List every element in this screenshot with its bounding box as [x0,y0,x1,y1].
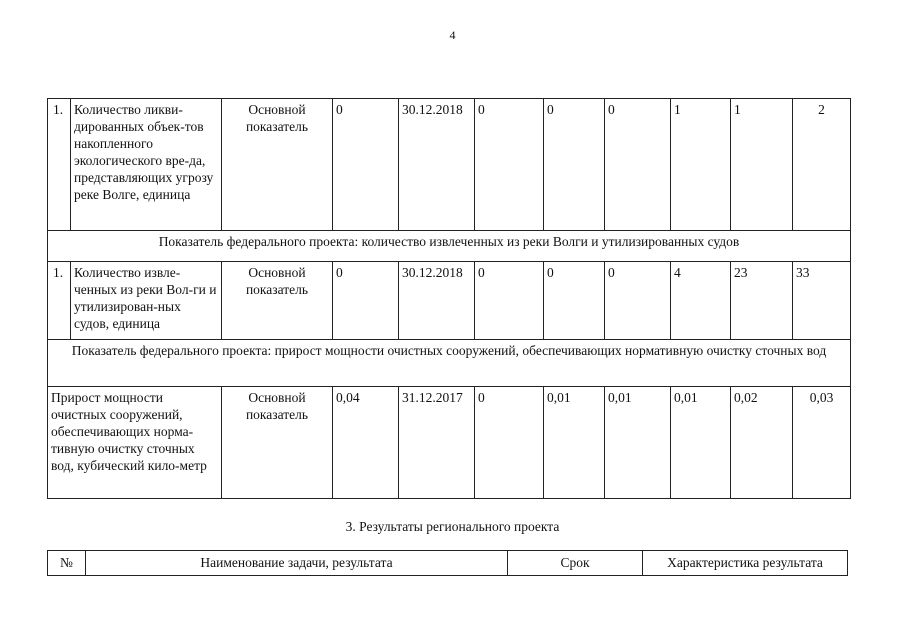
year-value: 23 [731,262,793,340]
results-section-title: 3. Результаты регионального проекта [345,519,560,534]
year-value: 0,01 [605,387,671,499]
year-value: 1 [671,99,731,231]
year-value: 0 [475,262,544,340]
year-value: 0 [544,99,605,231]
base-value: 0,04 [333,387,399,499]
indicator-kind: Основной показатель [222,99,333,231]
indicator-name: Прирост мощности очистных сооружений, обеспечивающих норма-тивную очистку сточных вод, кубический кило-метр [48,387,222,499]
year-value: 0 [605,99,671,231]
section-row [48,231,851,262]
page-number: 4 [449,28,456,42]
year-value: 0 [605,262,671,340]
section-heading: Показатель федерального проекта: прирост мощности очистных сооружений, обеспечивающих нормативную очистку сточных вод [48,340,851,387]
table-row [48,262,851,340]
indicator-kind: Основной показатель [222,387,333,499]
indicator-name: Количество извле-ченных из реки Вол-ги и утилизирован-ных судов, единица [71,262,222,340]
base-value: 0 [333,99,399,231]
year-value: 0,01 [671,387,731,499]
base-date: 30.12.2018 [399,99,475,231]
section-heading: Показатель федерального проекта: количество извлеченных из реки Волги и утилизированных судов [48,231,851,262]
year-value: 0,02 [731,387,793,499]
indicator-kind: Основной показатель [222,262,333,340]
header-characteristic: Характеристика результата [643,551,848,576]
year-value: 0 [475,387,544,499]
indicator-name: Количество ликви-дированных объек-тов накопленного экологического вре-да, представляющих угрозу реке Волге, единица [71,99,222,231]
indicators-table [47,98,851,499]
year-value: 2 [793,99,851,231]
year-value: 4 [671,262,731,340]
header-term: Срок [508,551,643,576]
header-num: № [48,551,86,576]
base-date: 30.12.2018 [399,262,475,340]
row-number: 1. [48,99,71,231]
table-row [48,387,851,499]
year-value: 1 [731,99,793,231]
year-value: 0,01 [544,387,605,499]
table-row [48,99,851,231]
base-value: 0 [333,262,399,340]
year-value: 0 [475,99,544,231]
year-value: 0 [544,262,605,340]
results-table [47,550,848,576]
section-row [48,340,851,387]
year-value: 0,03 [793,387,851,499]
header-task-name: Наименование задачи, результата [86,551,508,576]
base-date: 31.12.2017 [399,387,475,499]
year-value: 33 [793,262,851,340]
table-header-row [48,551,848,576]
row-number: 1. [48,262,71,340]
